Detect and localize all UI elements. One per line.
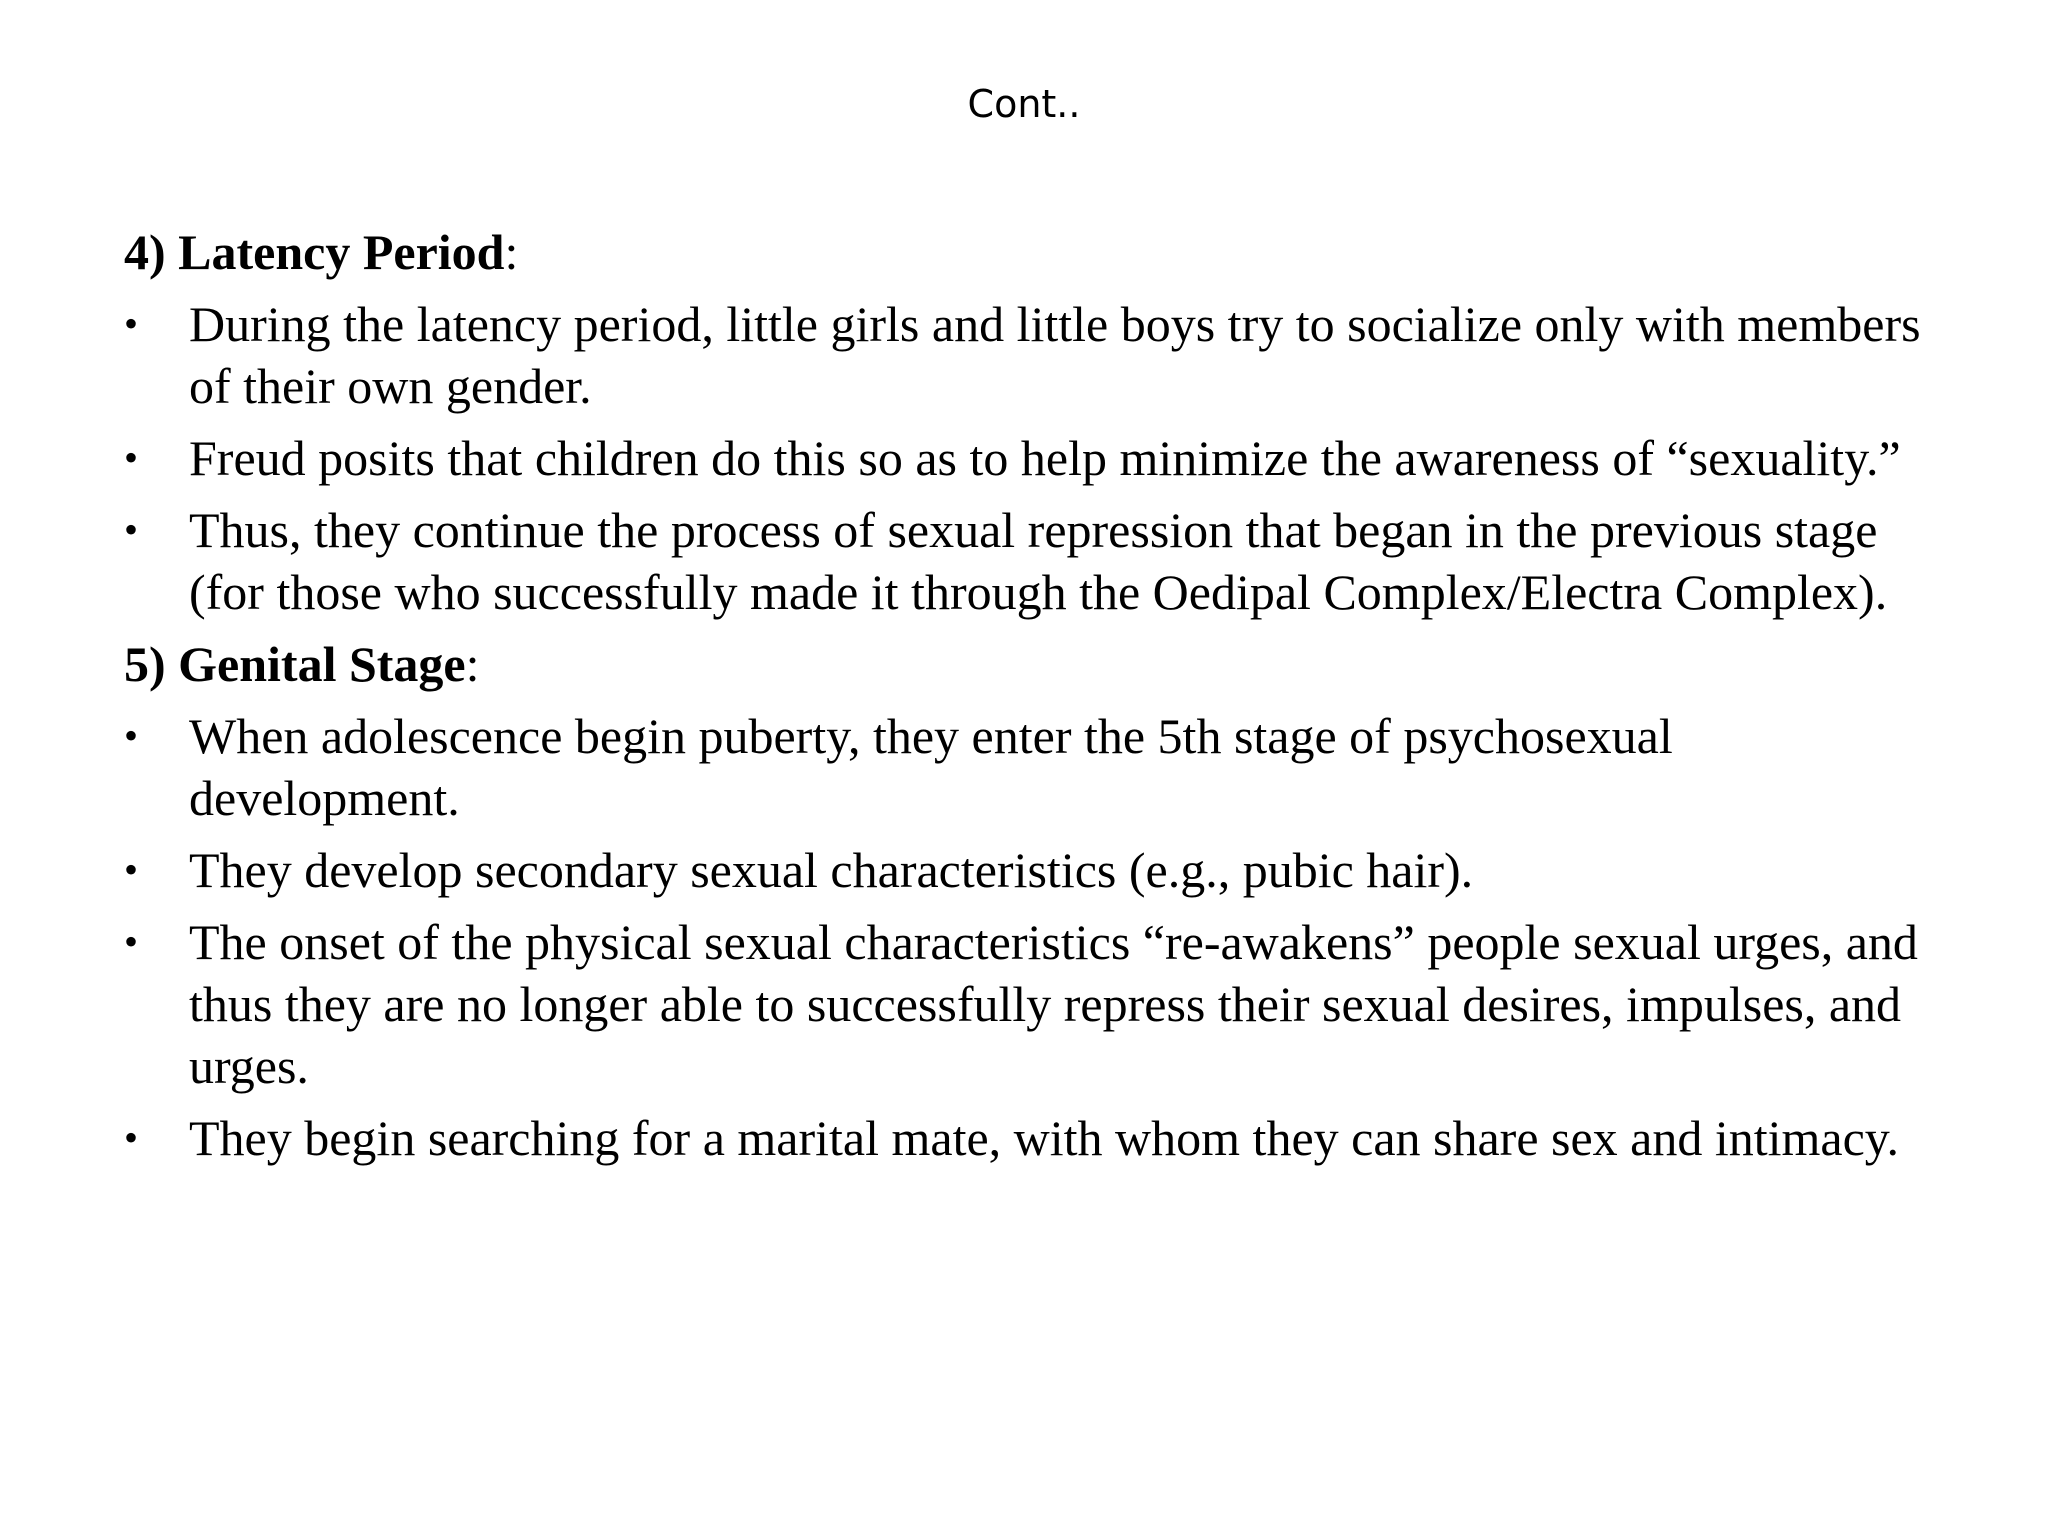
list-item <box>124 499 1954 623</box>
bullet-text: Thus, they continue the process of sexual repression that began in the previous stage (for those who successfully made it through the Oedipal Complex/Electra Complex). <box>189 502 1888 620</box>
bullet-list-genital <box>124 705 1954 1169</box>
bullet-icon: • <box>124 1115 139 1160</box>
list-item <box>124 839 1954 901</box>
list-item <box>124 1107 1954 1169</box>
bullet-icon: • <box>124 435 139 480</box>
section-heading-bold: 5) Genital Stage <box>124 636 466 692</box>
bullet-list-latency <box>124 293 1954 623</box>
section-heading-suffix: : <box>465 636 480 692</box>
bullet-icon: • <box>124 507 139 552</box>
slide-title: Cont.. <box>967 82 1081 126</box>
section-heading-genital <box>124 633 1954 695</box>
section-heading-bold: 4) Latency Period <box>124 224 505 280</box>
bullet-text: The onset of the physical sexual characteristics “re-awakens” people sexual urges, and thus they are no longer able to successfully repress their sexual desires, impulses, and urges. <box>189 914 1918 1094</box>
list-item <box>124 427 1954 489</box>
bullet-text: Freud posits that children do this so as to help minimize the awareness of “sexuality.” <box>189 430 1901 486</box>
list-item <box>124 705 1954 829</box>
bullet-text: When adolescence begin puberty, they enter the 5th stage of psychosexual development. <box>189 708 1673 826</box>
slide-content <box>124 221 1954 1179</box>
list-item <box>124 911 1954 1097</box>
bullet-text: They develop secondary sexual characteristics (e.g., pubic hair). <box>189 842 1474 898</box>
bullet-icon: • <box>124 713 139 758</box>
bullet-icon: • <box>124 919 139 964</box>
bullet-text: They begin searching for a marital mate, with whom they can share sex and intimacy. <box>189 1110 1900 1166</box>
bullet-text: During the latency period, little girls and little boys try to socialize only with members of their own gender. <box>189 296 1921 414</box>
bullet-icon: • <box>124 301 139 346</box>
list-item <box>124 293 1954 417</box>
bullet-icon: • <box>124 847 139 892</box>
section-heading-latency <box>124 221 1954 283</box>
section-heading-suffix: : <box>504 224 519 280</box>
